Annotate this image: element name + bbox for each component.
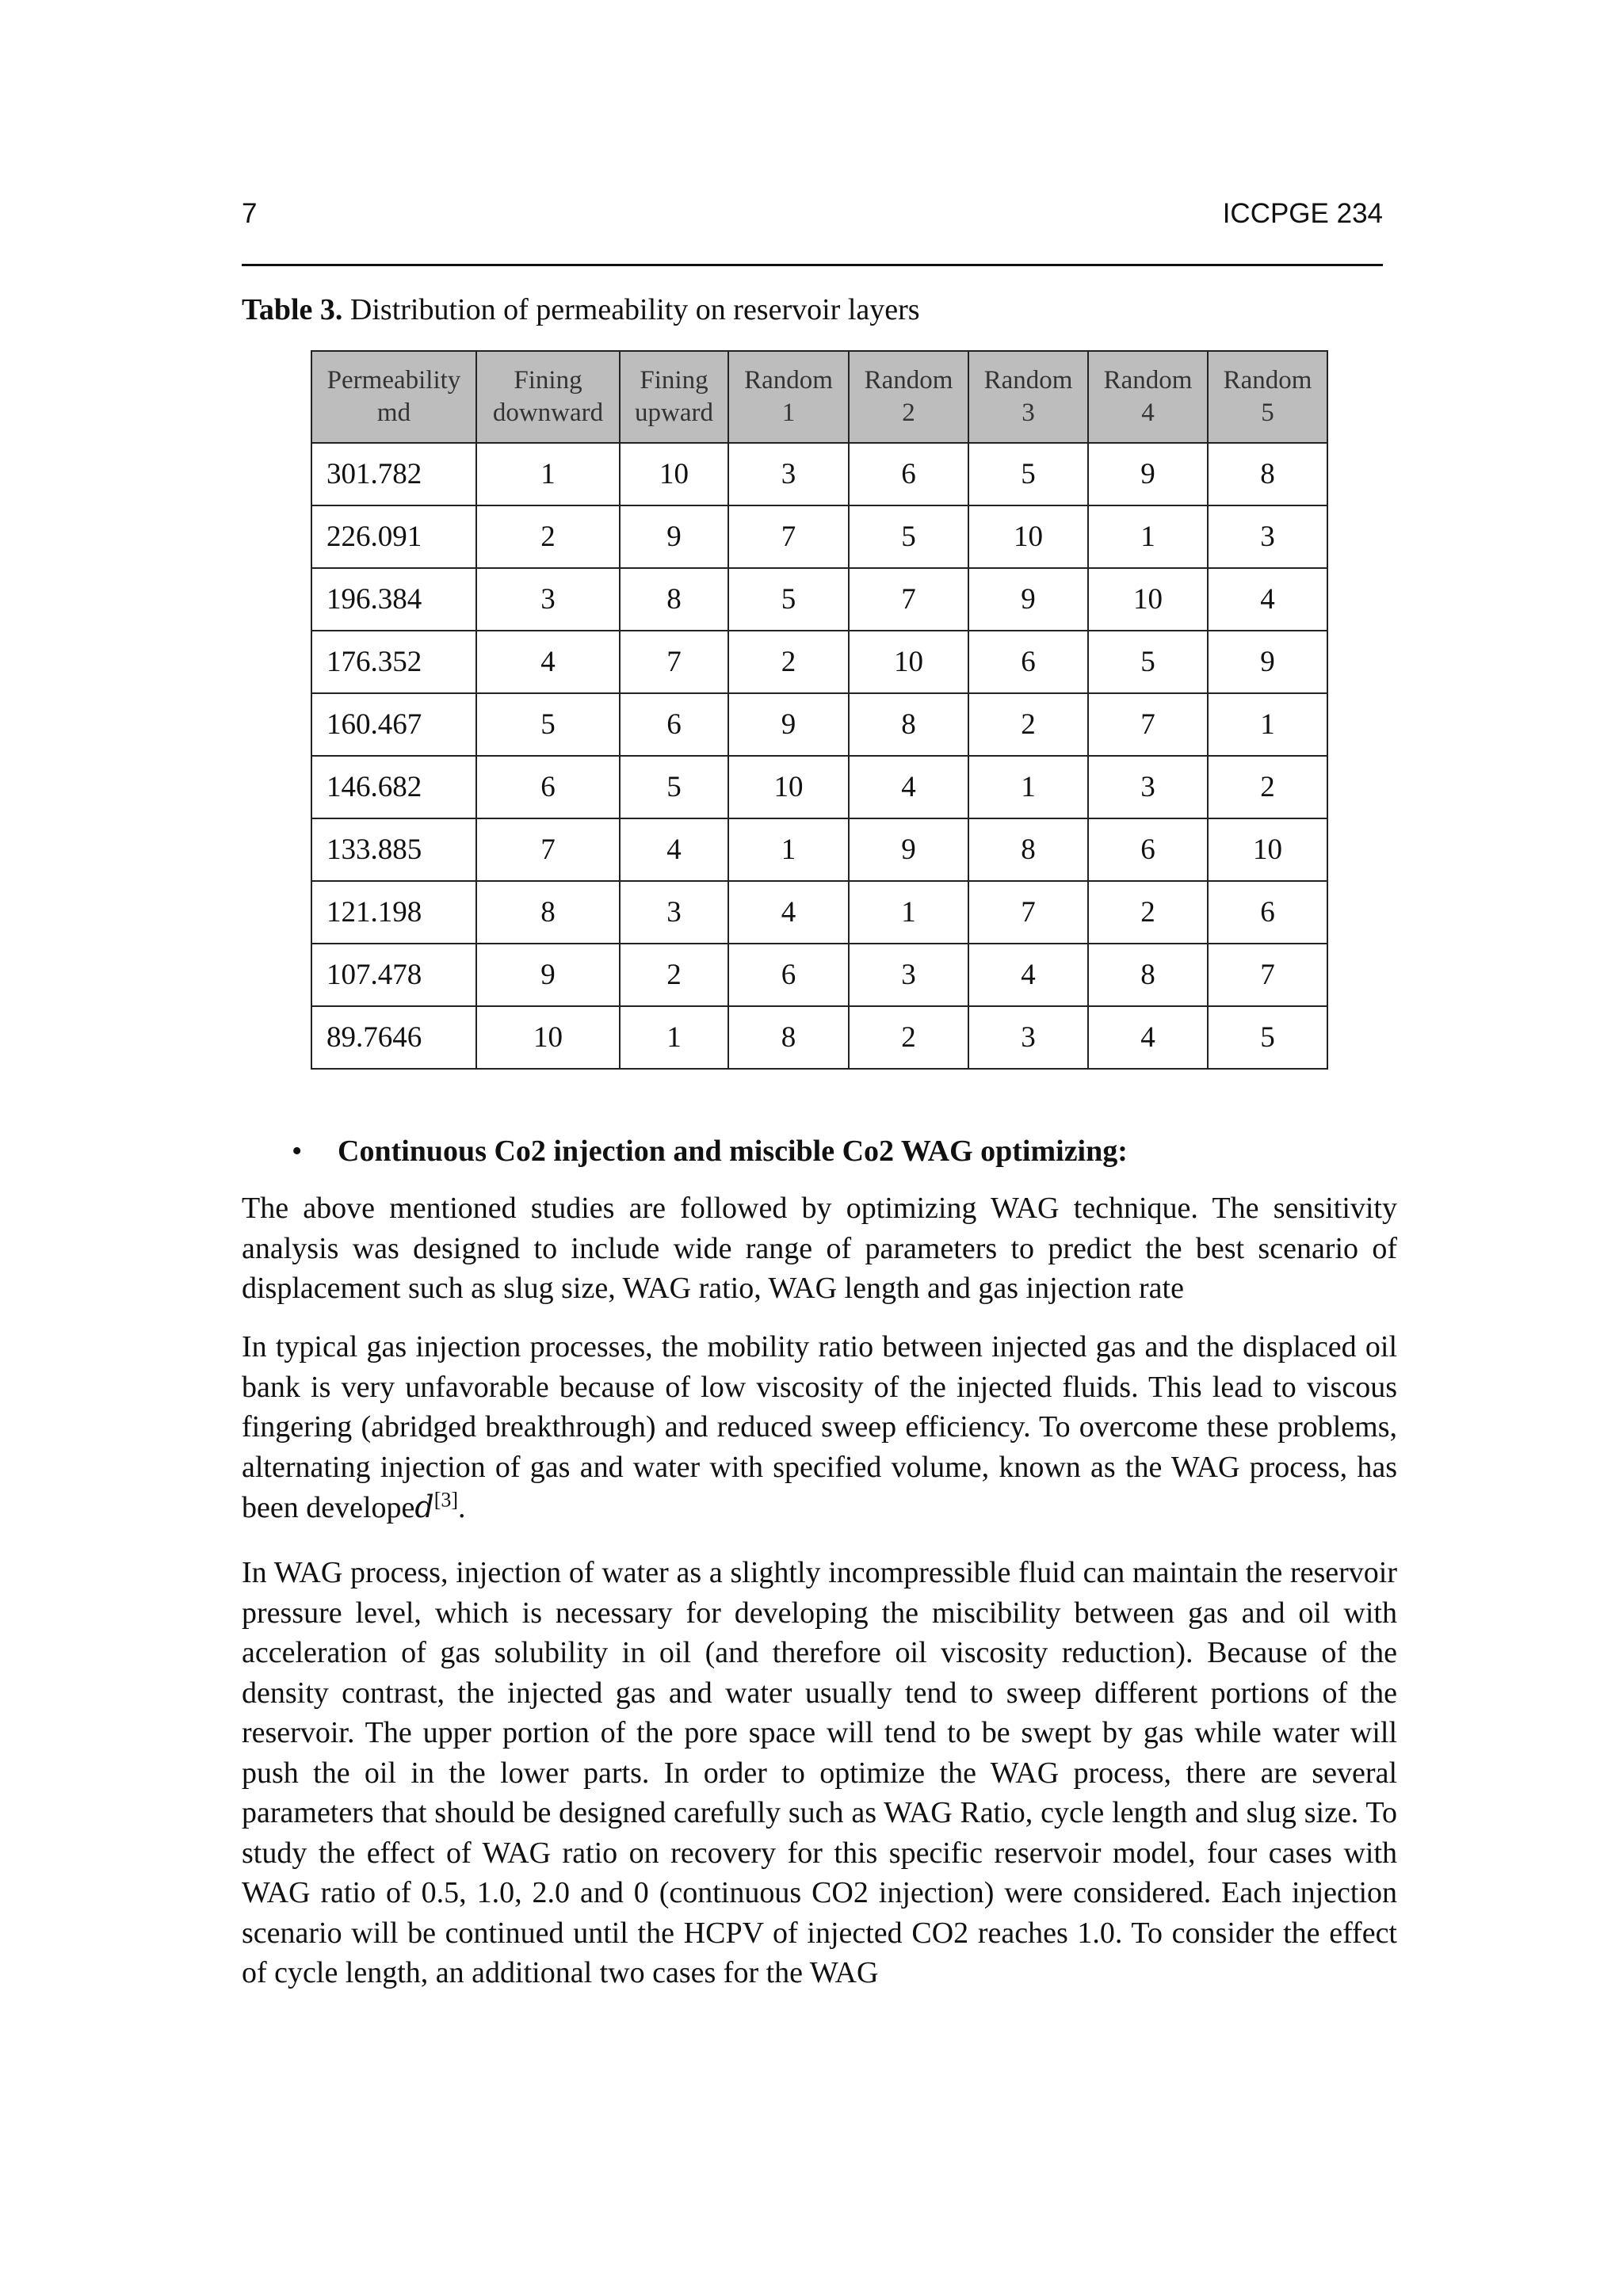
column-header-line: Fining (640, 366, 708, 395)
table-caption-label: Table 3. (242, 293, 343, 326)
paragraph-1: The above mentioned studies are followed by optimizing WAG technique. The sensitivity analysis was designed to include wide range of parameters to predict the best scenario of displacement such as slug size, WAG ratio, WAG length and gas injection rate (242, 1192, 1397, 1305)
section-bullet-heading (292, 1131, 1401, 1171)
layer-rank-cell: 5 (1208, 1006, 1327, 1069)
layer-rank-cell: 4 (620, 818, 728, 881)
layer-rank-cell: 8 (728, 1006, 849, 1069)
table-row (311, 881, 1327, 944)
column-header (476, 351, 620, 443)
layer-rank-cell: 4 (1208, 568, 1327, 631)
layer-rank-cell: 10 (476, 1006, 620, 1069)
table-body (311, 443, 1327, 1069)
layer-rank-cell: 8 (620, 568, 728, 631)
column-header-line: upward (635, 399, 713, 427)
layer-rank-cell: 4 (1088, 1006, 1208, 1069)
permeability-cell: 146.682 (311, 756, 476, 818)
permeability-cell: 133.885 (311, 818, 476, 881)
column-header (849, 351, 968, 443)
layer-rank-cell: 5 (728, 568, 849, 631)
column-header (1208, 351, 1327, 443)
layer-rank-cell: 7 (1208, 944, 1327, 1006)
layer-rank-cell: 3 (476, 568, 620, 631)
layer-rank-cell: 1 (476, 443, 620, 505)
layer-rank-cell: 10 (728, 756, 849, 818)
column-header-line: 3 (1022, 399, 1035, 427)
column-header-line: downward (492, 399, 604, 427)
layer-rank-cell: 10 (968, 505, 1088, 568)
layer-rank-cell: 3 (849, 944, 968, 1006)
layer-rank-cell: 2 (620, 944, 728, 1006)
layer-rank-cell: 7 (620, 631, 728, 693)
layer-rank-cell: 2 (968, 693, 1088, 756)
layer-rank-cell: 8 (849, 693, 968, 756)
table-row (311, 1006, 1327, 1069)
layer-rank-cell: 9 (849, 818, 968, 881)
column-header-line: Random (744, 366, 833, 395)
table-row (311, 443, 1327, 505)
column-header-line: Fining (514, 366, 582, 395)
column-header-line: md (376, 399, 411, 427)
table-row (311, 631, 1327, 693)
table-row (311, 505, 1327, 568)
layer-rank-cell: 7 (849, 568, 968, 631)
layer-rank-cell: 10 (620, 443, 728, 505)
table-caption (242, 290, 1383, 330)
conference-id: ICCPGE 234 (1222, 198, 1383, 229)
layer-rank-cell: 10 (849, 631, 968, 693)
layer-rank-cell: 1 (1208, 693, 1327, 756)
column-header-line: Permeability (327, 366, 461, 395)
layer-rank-cell: 9 (620, 505, 728, 568)
layer-rank-cell: 4 (728, 881, 849, 944)
layer-rank-cell: 3 (620, 881, 728, 944)
column-header (620, 351, 728, 443)
layer-rank-cell: 9 (968, 568, 1088, 631)
column-header-line: 4 (1141, 399, 1155, 427)
layer-rank-cell: 8 (476, 881, 620, 944)
layer-rank-cell: 10 (1088, 568, 1208, 631)
column-header-line: Random (1103, 366, 1193, 395)
layer-rank-cell: 2 (849, 1006, 968, 1069)
paragraph-2-italic: d (414, 1489, 434, 1524)
table-header-row (311, 351, 1327, 443)
layer-rank-cell: 5 (968, 443, 1088, 505)
layer-rank-cell: 4 (849, 756, 968, 818)
layer-rank-cell: 4 (476, 631, 620, 693)
bullet-marker: • (292, 1135, 303, 1168)
paragraph-2-text: In typical gas injection processes, the mobility ratio between injected gas and the displaced oil bank is very unfavorable because of low viscosity of the injected fluids. This lead to viscous fingering (abridged breakthrough) and reduced sweep efficiency. To overcome these problems, alternating injection of gas and water with specified volume, known as the WAG process, has been develope (242, 1330, 1397, 1524)
layer-rank-cell: 9 (728, 693, 849, 756)
layer-rank-cell: 1 (849, 881, 968, 944)
column-header (728, 351, 849, 443)
layer-rank-cell: 6 (849, 443, 968, 505)
layer-rank-cell: 9 (1088, 443, 1208, 505)
section-heading: Continuous Co2 injection and miscible Co2 WAG optimizing: (338, 1135, 1128, 1168)
layer-rank-cell: 1 (728, 818, 849, 881)
layer-rank-cell: 2 (476, 505, 620, 568)
layer-rank-cell: 2 (1208, 756, 1327, 818)
layer-rank-cell: 2 (728, 631, 849, 693)
paragraph-2-end: . (458, 1491, 466, 1524)
layer-rank-cell: 9 (1208, 631, 1327, 693)
permeability-cell: 226.091 (311, 505, 476, 568)
citation-3: [3] (433, 1488, 459, 1512)
layer-rank-cell: 1 (968, 756, 1088, 818)
layer-rank-cell: 8 (968, 818, 1088, 881)
layer-rank-cell: 5 (1088, 631, 1208, 693)
table-row (311, 568, 1327, 631)
column-header (1088, 351, 1208, 443)
layer-rank-cell: 5 (620, 756, 728, 818)
layer-rank-cell: 7 (1088, 693, 1208, 756)
permeability-cell: 121.198 (311, 881, 476, 944)
paragraph-3: In WAG process, injection of water as a slightly incompressible fluid can maintain the reservoir pressure level, which is necessary for developing the miscibility between gas and oil with acceleration of gas solubility in oil (and therefore oil viscosity reduction). Because of the density contrast, the injected gas and water usually tend to sweep different portions of the reservoir. The upper portion of the pore space will tend to be swept by gas while water will push the oil in the lower parts. In order to optimize the WAG process, there are several parameters that should be designed carefully such as WAG Ratio, cycle length and slug size. To study the effect of WAG ratio on recovery for this specific reservoir model, four cases with WAG ratio of 0.5, 1.0, 2.0 and 0 (continuous CO2 injection) were considered. Each injection scenario will be continued until the HCPV of injected CO2 reaches 1.0. To consider the effect of cycle length, an additional two cases for the WAG (242, 1556, 1397, 1989)
layer-rank-cell: 7 (476, 818, 620, 881)
table-caption-text: Distribution of permeability on reservoir layers (349, 293, 920, 326)
column-header (311, 351, 476, 443)
layer-rank-cell: 9 (476, 944, 620, 1006)
table-row (311, 756, 1327, 818)
layer-rank-cell: 2 (1088, 881, 1208, 944)
header-divider (242, 264, 1383, 266)
page-header (242, 192, 1383, 236)
layer-rank-cell: 6 (620, 693, 728, 756)
layer-rank-cell: 1 (620, 1006, 728, 1069)
column-header-line: Random (1223, 366, 1312, 395)
table-row (311, 818, 1327, 881)
layer-rank-cell: 4 (968, 944, 1088, 1006)
paragraph-2 (242, 1327, 1397, 1528)
table-row (311, 944, 1327, 1006)
layer-rank-cell: 3 (728, 443, 849, 505)
permeability-cell: 160.467 (311, 693, 476, 756)
layer-rank-cell: 6 (1088, 818, 1208, 881)
layer-rank-cell: 1 (1088, 505, 1208, 568)
permeability-cell: 301.782 (311, 443, 476, 505)
layer-rank-cell: 3 (1208, 505, 1327, 568)
table-row (311, 693, 1327, 756)
layer-rank-cell: 7 (728, 505, 849, 568)
column-header-line: 5 (1261, 399, 1274, 427)
layer-rank-cell: 6 (968, 631, 1088, 693)
permeability-cell: 107.478 (311, 944, 476, 1006)
column-header (968, 351, 1088, 443)
layer-rank-cell: 8 (1088, 944, 1208, 1006)
layer-rank-cell: 3 (1088, 756, 1208, 818)
layer-rank-cell: 7 (968, 881, 1088, 944)
layer-rank-cell: 3 (968, 1006, 1088, 1069)
permeability-cell: 89.7646 (311, 1006, 476, 1069)
layer-rank-cell: 6 (1208, 881, 1327, 944)
permeability-table (311, 350, 1328, 1070)
permeability-cell: 176.352 (311, 631, 476, 693)
layer-rank-cell: 5 (476, 693, 620, 756)
permeability-cell: 196.384 (311, 568, 476, 631)
layer-rank-cell: 6 (728, 944, 849, 1006)
layer-rank-cell: 10 (1208, 818, 1327, 881)
layer-rank-cell: 6 (476, 756, 620, 818)
layer-rank-cell: 8 (1208, 443, 1327, 505)
column-header-line: 2 (902, 399, 915, 427)
column-header-line: Random (983, 366, 1073, 395)
column-header-line: Random (864, 366, 953, 395)
page-number: 7 (242, 198, 258, 229)
column-header-line: 1 (781, 399, 796, 427)
layer-rank-cell: 5 (849, 505, 968, 568)
